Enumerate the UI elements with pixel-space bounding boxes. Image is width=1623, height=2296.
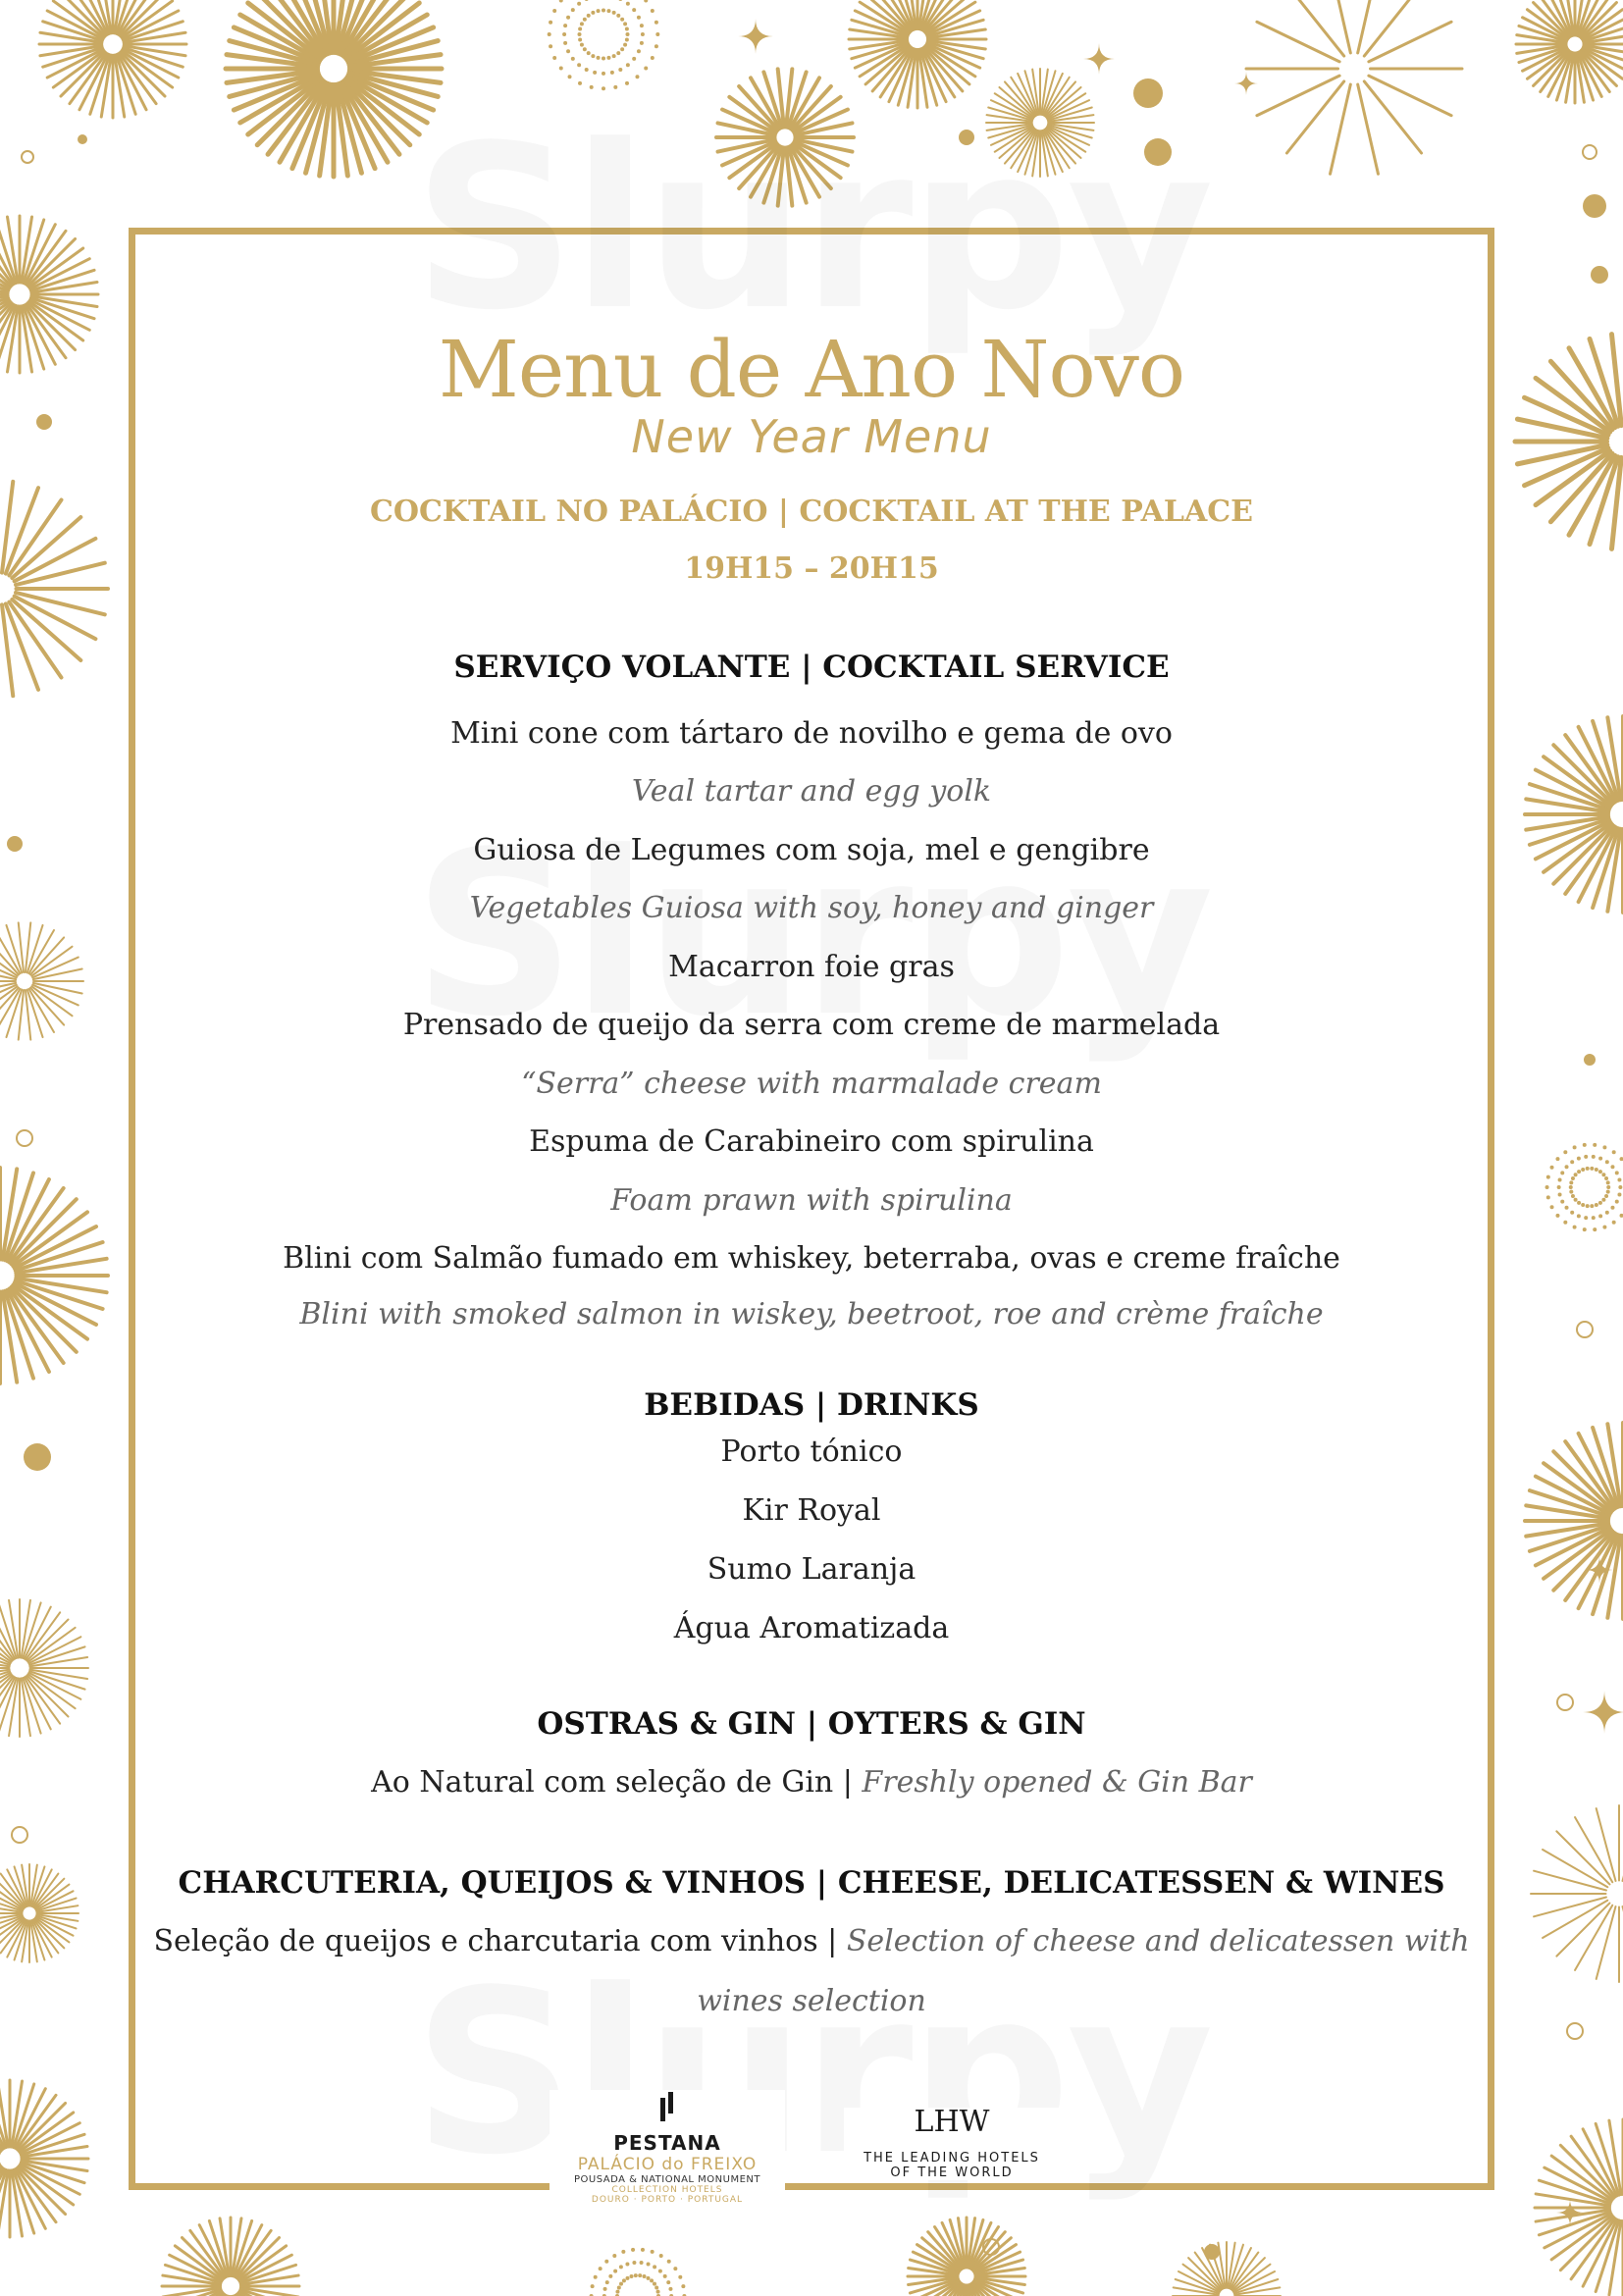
menu-item-translation: Blini with smoked salmon in wiskey, beetroot, roe and crème fraîche (299, 1297, 1324, 1331)
cheese-item-pt: Seleção de queijos e charcutaria com vinhos | (153, 1924, 847, 1958)
confetti-dot-icon (1591, 266, 1608, 284)
menu-content (129, 228, 1494, 2190)
firework-burst-icon (716, 69, 854, 205)
confetti-dot-icon (1577, 1322, 1593, 1337)
oysters-item (129, 1765, 1494, 1800)
firework-burst-icon (908, 2218, 1025, 2296)
menu-item-translation: Veal tartar and egg yolk (631, 774, 992, 809)
confetti-dot-icon (36, 414, 52, 430)
confetti-dot-icon (1583, 145, 1597, 159)
firework-burst-icon (0, 482, 108, 696)
firework-burst-icon (0, 1599, 88, 1737)
menu-subtitle: New Year Menu (631, 410, 992, 463)
drink-item: Sumo Laranja (707, 1552, 916, 1587)
firework-burst-icon (162, 2218, 299, 2296)
confetti-dot-icon (1583, 194, 1606, 218)
confetti-dot-icon (1144, 138, 1172, 166)
menu-item: Blini com Salmão fumado em whiskey, beterraba, ovas e creme fraîche (283, 1241, 1340, 1276)
firework-burst-icon (1246, 0, 1462, 174)
firework-burst-icon (1531, 1805, 1623, 1982)
confetti-dot-icon (959, 130, 974, 145)
confetti-dot-icon (1557, 1695, 1573, 1710)
firework-burst-icon (1545, 1143, 1623, 1231)
confetti-dot-icon (78, 134, 87, 144)
confetti-dot-icon (1204, 2244, 1220, 2260)
lhw-line2: OF THE WORLD (890, 2166, 1014, 2180)
confetti-dot-icon (1584, 1054, 1596, 1066)
pestana-line2: COLLECTION HOTELS (611, 2185, 723, 2195)
firework-burst-icon (986, 69, 1094, 177)
pestana-place: PALÁCIO do FREIXO (577, 2155, 758, 2174)
confetti-dot-icon (17, 1130, 32, 1146)
firework-burst-icon (1525, 1423, 1623, 1619)
drink-item: Água Aromatizada (673, 1611, 950, 1645)
pestana-line1: POUSADA & NATIONAL MONUMENT (574, 2174, 760, 2185)
confetti-dot-icon (22, 151, 33, 163)
sparkle-star-icon (1234, 72, 1258, 95)
firework-burst-icon (849, 0, 986, 108)
event-time: 19H15 – 20H15 (684, 551, 939, 586)
drink-item: Kir Royal (742, 1493, 881, 1528)
oysters-item-en: Freshly opened & Gin Bar (862, 1765, 1252, 1800)
lhw-monogram: LHW (914, 2105, 990, 2139)
cheese-item-en-continued: wines selection (697, 1984, 926, 2018)
confetti-dot-icon (1133, 78, 1163, 108)
oysters-item-pt: Ao Natural com seleção de Gin | (371, 1765, 863, 1800)
firework-burst-icon (0, 1864, 79, 1962)
pestana-line3: DOURO · PORTO · PORTUGAL (591, 2195, 744, 2205)
menu-item: Macarron foie gras (668, 950, 955, 984)
event-title: COCKTAIL NO PALÁCIO | COCKTAIL AT THE PALACE (370, 495, 1253, 529)
pestana-name: PESTANA (613, 2131, 721, 2155)
sparkle-star-icon (1083, 43, 1115, 75)
firework-burst-icon (548, 0, 660, 90)
firework-burst-icon (0, 216, 98, 373)
section-heading-oysters: OSTRAS & GIN | OYTERS & GIN (537, 1706, 1086, 1742)
lhw-logo (844, 2105, 1060, 2180)
sparkle-star-icon (738, 19, 773, 54)
menu-item-translation: “Serra” cheese with marmalade cream (521, 1067, 1102, 1101)
confetti-dot-icon (24, 1443, 51, 1471)
firework-burst-icon (226, 0, 442, 177)
menu-item: Espuma de Carabineiro com spirulina (529, 1124, 1094, 1159)
section-heading-cocktail: SERVIÇO VOLANTE | COCKTAIL SERVICE (453, 650, 1170, 685)
firework-burst-icon (1525, 716, 1623, 913)
firework-burst-icon (590, 2248, 687, 2296)
cheese-item (129, 1924, 1494, 1958)
firework-burst-icon (39, 0, 186, 118)
firework-burst-icon (1516, 0, 1623, 103)
confetti-dot-icon (7, 836, 23, 852)
menu-item-translation: Vegetables Guiosa with soy, honey and ginger (469, 891, 1154, 925)
firework-burst-icon (0, 2080, 88, 2237)
menu-item: Prensado de queijo da serra com creme de marmelada (402, 1008, 1221, 1042)
section-heading-cheese: CHARCUTERIA, QUEIJOS & VINHOS | CHEESE, DELICATESSEN & WINES (178, 1865, 1445, 1901)
firework-burst-icon (1173, 2242, 1281, 2296)
firework-burst-icon (0, 922, 83, 1039)
menu-item: Mini cone com tártaro de novilho e gema de ovo (450, 716, 1173, 751)
cheese-item-en: Selection of cheese and delicatessen with (846, 1924, 1470, 1958)
lhw-line1: THE LEADING HOTELS (864, 2151, 1040, 2166)
section-heading-drinks: BEBIDAS | DRINKS (644, 1387, 979, 1423)
menu-title: Menu de Ano Novo (438, 324, 1185, 415)
menu-item-translation: Foam prawn with spirulina (610, 1183, 1013, 1218)
firework-burst-icon (1535, 2119, 1623, 2296)
firework-burst-icon (0, 1168, 108, 1383)
confetti-dot-icon (12, 1827, 27, 1843)
menu-item: Guiosa de Legumes com soja, mel e gengibre (473, 833, 1150, 867)
sparkle-star-icon (1583, 1691, 1623, 1734)
drink-item: Porto tónico (720, 1435, 903, 1469)
confetti-dot-icon (1567, 2023, 1583, 2039)
pestana-logo (550, 2090, 785, 2205)
firework-burst-icon (1515, 335, 1623, 549)
pestana-mark-icon (653, 2090, 682, 2123)
